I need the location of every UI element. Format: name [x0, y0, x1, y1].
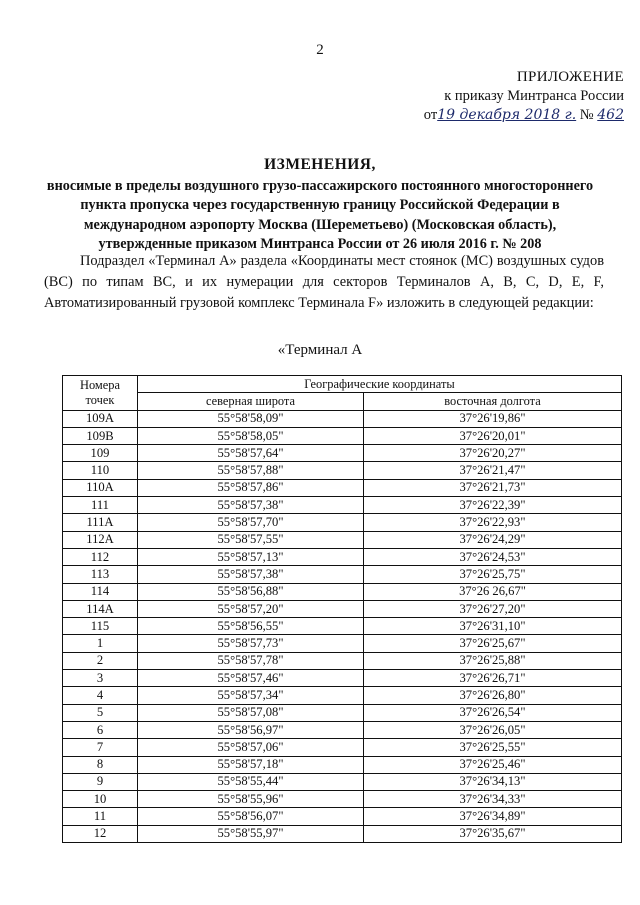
- point-number-cell: 10: [63, 791, 138, 808]
- table-row: [63, 739, 622, 756]
- point-number-cell: 6: [63, 721, 138, 738]
- latitude-cell: 55°58'57,86": [138, 479, 364, 496]
- order-date: 19 декабря 2018 г.: [437, 107, 577, 123]
- longitude-cell: 37°26'27,20": [364, 600, 622, 617]
- longitude-cell: 37°26'25,67": [364, 635, 622, 652]
- longitude-cell: 37°26'25,46": [364, 756, 622, 773]
- table-row: [63, 756, 622, 773]
- table-row: [63, 670, 622, 687]
- header-lat: северная широта: [138, 393, 364, 410]
- heading-title: ИЗМЕНЕНИЯ,: [264, 156, 376, 173]
- order-prefix: от: [423, 107, 438, 123]
- table-row: [63, 600, 622, 617]
- appendix-subtitle: к приказу Минтранса России: [444, 88, 624, 104]
- table-body: [63, 410, 622, 842]
- latitude-cell: 55°58'58,09": [138, 410, 364, 427]
- changes-heading: [40, 155, 600, 255]
- latitude-cell: 55°58'55,96": [138, 791, 364, 808]
- table-row: [63, 704, 622, 721]
- longitude-cell: 37°26'24,29": [364, 531, 622, 548]
- latitude-cell: 55°58'57,46": [138, 670, 364, 687]
- table-row: [63, 687, 622, 704]
- table-row: [63, 583, 622, 600]
- longitude-cell: 37°26'21,47": [364, 462, 622, 479]
- table-row: [63, 808, 622, 825]
- longitude-cell: 37°26'35,67": [364, 825, 622, 842]
- longitude-cell: 37°26'20,01": [364, 427, 622, 444]
- table-row: [63, 652, 622, 669]
- point-number-cell: 111: [63, 497, 138, 514]
- longitude-cell: 37°26'26,05": [364, 721, 622, 738]
- header-points: [63, 376, 138, 411]
- table-row: [63, 618, 622, 635]
- latitude-cell: 55°58'57,06": [138, 739, 364, 756]
- latitude-cell: 55°58'57,38": [138, 566, 364, 583]
- point-number-cell: 7: [63, 739, 138, 756]
- latitude-cell: 55°58'57,70": [138, 514, 364, 531]
- point-number-cell: 110А: [63, 479, 138, 496]
- latitude-cell: 55°58'56,07": [138, 808, 364, 825]
- order-line: [414, 106, 624, 125]
- longitude-cell: 37°26'25,75": [364, 566, 622, 583]
- page-number: 2: [316, 42, 324, 58]
- latitude-cell: 55°58'57,73": [138, 635, 364, 652]
- longitude-cell: 37°26 26,67": [364, 583, 622, 600]
- point-number-cell: 2: [63, 652, 138, 669]
- latitude-cell: 55°58'57,08": [138, 704, 364, 721]
- latitude-cell: 55°58'55,44": [138, 773, 364, 790]
- point-number-cell: 11: [63, 808, 138, 825]
- longitude-cell: 37°26'31,10": [364, 618, 622, 635]
- longitude-cell: 37°26'34,89": [364, 808, 622, 825]
- point-number-cell: 115: [63, 618, 138, 635]
- table-row: [63, 721, 622, 738]
- longitude-cell: 37°26'25,55": [364, 739, 622, 756]
- latitude-cell: 55°58'57,88": [138, 462, 364, 479]
- latitude-cell: 55°58'55,97": [138, 825, 364, 842]
- latitude-cell: 55°58'57,64": [138, 445, 364, 462]
- point-number-cell: 112: [63, 548, 138, 565]
- table-row: [63, 531, 622, 548]
- table-row: [63, 825, 622, 842]
- table-row: [63, 410, 622, 427]
- latitude-cell: 55°58'56,88": [138, 583, 364, 600]
- table-row: [63, 497, 622, 514]
- table-row: [63, 514, 622, 531]
- longitude-cell: 37°26'25,88": [364, 652, 622, 669]
- point-number-cell: 4: [63, 687, 138, 704]
- latitude-cell: 55°58'57,20": [138, 600, 364, 617]
- latitude-cell: 55°58'57,34": [138, 687, 364, 704]
- table-row: [63, 445, 622, 462]
- table-row: [63, 548, 622, 565]
- point-number-cell: 114А: [63, 600, 138, 617]
- header-points-line2: точек: [85, 392, 115, 407]
- table-row: [63, 773, 622, 790]
- appendix-block: [414, 68, 624, 125]
- longitude-cell: 37°26'24,53": [364, 548, 622, 565]
- longitude-cell: 37°26'21,73": [364, 479, 622, 496]
- longitude-cell: 37°26'34,13": [364, 773, 622, 790]
- table-row: [63, 635, 622, 652]
- latitude-cell: 55°58'57,55": [138, 531, 364, 548]
- point-number-cell: 109А: [63, 410, 138, 427]
- point-number-cell: 5: [63, 704, 138, 721]
- longitude-cell: 37°26'34,33": [364, 791, 622, 808]
- longitude-cell: 37°26'22,39": [364, 497, 622, 514]
- order-number: 462: [597, 107, 624, 123]
- heading-text: вносимые в пределы воздушного грузо-пассажирского постоянного многостороннего пункта пропуска через государственную границу Российской Федерации в международном аэропорту Москва (Шереметьево) (Московская область), утвержденные приказом Минтранса России от 26 июля 2016 г. № 208: [46, 177, 594, 252]
- coordinates-table: [62, 375, 622, 843]
- table-row: [63, 566, 622, 583]
- longitude-cell: 37°26'20,27": [364, 445, 622, 462]
- point-number-cell: 12: [63, 825, 138, 842]
- point-number-cell: 114: [63, 583, 138, 600]
- point-number-cell: 9: [63, 773, 138, 790]
- body-paragraph: Подраздел «Терминал А» раздела «Координаты мест стоянок (МС) воздушных судов (ВС) по типам ВС, и их нумерации для секторов Терминалов А, В, С, D, E, F, Автоматизированный грузовой комплекс Терминала F» изложить в следующей редакции:: [44, 253, 604, 311]
- latitude-cell: 55°58'56,55": [138, 618, 364, 635]
- longitude-cell: 37°26'26,80": [364, 687, 622, 704]
- header-coords: Географические координаты: [138, 376, 622, 393]
- table-row: [63, 479, 622, 496]
- latitude-cell: 55°58'57,38": [138, 497, 364, 514]
- point-number-cell: 109В: [63, 427, 138, 444]
- latitude-cell: 55°58'58,05": [138, 427, 364, 444]
- longitude-cell: 37°26'26,71": [364, 670, 622, 687]
- latitude-cell: 55°58'57,13": [138, 548, 364, 565]
- point-number-cell: 8: [63, 756, 138, 773]
- longitude-cell: 37°26'22,93": [364, 514, 622, 531]
- table-row: [63, 462, 622, 479]
- order-number-label: №: [579, 107, 594, 123]
- longitude-cell: 37°26'26,54": [364, 704, 622, 721]
- point-number-cell: 110: [63, 462, 138, 479]
- terminal-title: «Терминал А: [277, 342, 363, 358]
- longitude-cell: 37°26'19,86": [364, 410, 622, 427]
- point-number-cell: 113: [63, 566, 138, 583]
- point-number-cell: 109: [63, 445, 138, 462]
- latitude-cell: 55°58'57,78": [138, 652, 364, 669]
- point-number-cell: 3: [63, 670, 138, 687]
- latitude-cell: 55°58'57,18": [138, 756, 364, 773]
- header-lon: восточная долгота: [364, 393, 622, 410]
- point-number-cell: 1: [63, 635, 138, 652]
- header-points-line1: Номера: [80, 377, 120, 392]
- table-row: [63, 791, 622, 808]
- appendix-title: ПРИЛОЖЕНИЕ: [516, 69, 624, 85]
- latitude-cell: 55°58'56,97": [138, 721, 364, 738]
- table-row: [63, 427, 622, 444]
- point-number-cell: 112А: [63, 531, 138, 548]
- point-number-cell: 111А: [63, 514, 138, 531]
